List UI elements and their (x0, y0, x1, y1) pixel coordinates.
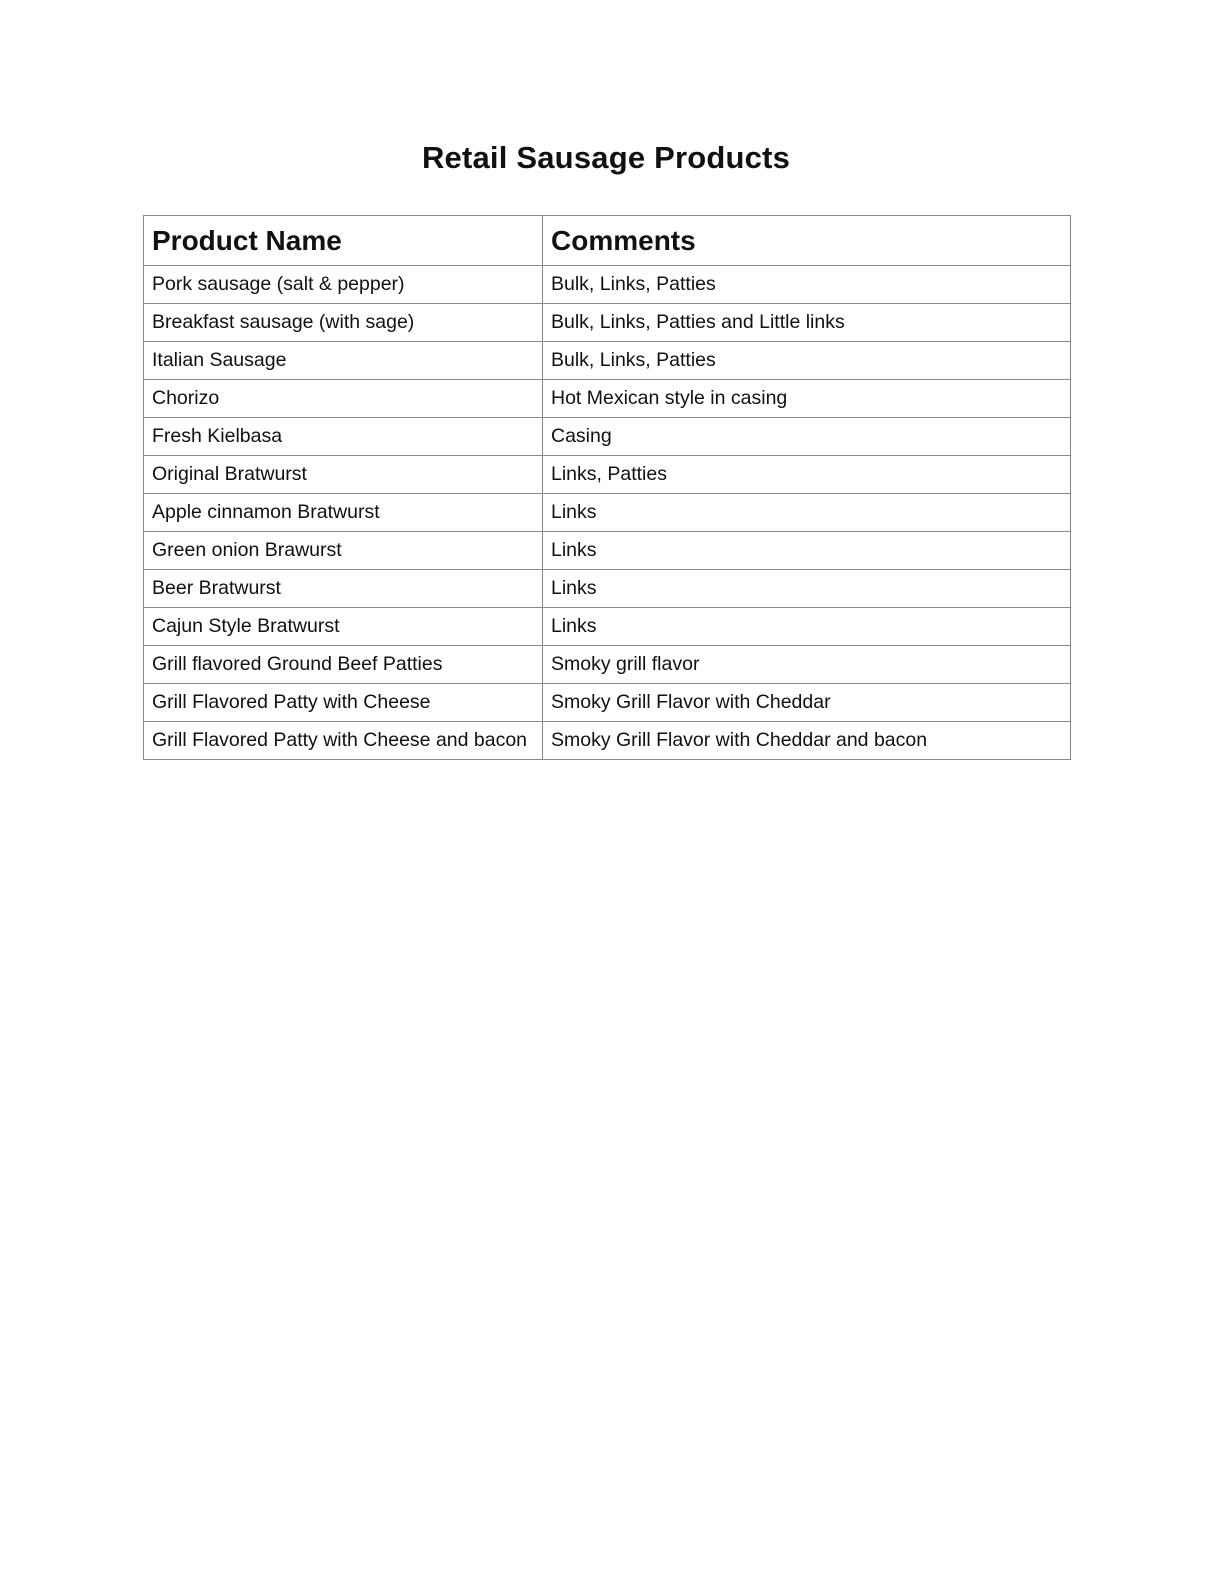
product-name-cell: Cajun Style Bratwurst (144, 608, 543, 646)
comments-cell: Bulk, Links, Patties (543, 342, 1071, 380)
products-table (143, 215, 1071, 760)
product-name-cell: Apple cinnamon Bratwurst (144, 494, 543, 532)
table-row (144, 266, 1071, 304)
comments-cell: Links (543, 532, 1071, 570)
product-name-cell: Pork sausage (salt & pepper) (144, 266, 543, 304)
product-name-cell: Grill flavored Ground Beef Patties (144, 646, 543, 684)
table-row (144, 380, 1071, 418)
table-row (144, 342, 1071, 380)
comments-cell: Smoky Grill Flavor with Cheddar and bacon (543, 722, 1071, 760)
table-header-row (144, 216, 1071, 266)
comments-cell: Casing (543, 418, 1071, 456)
table-row (144, 304, 1071, 342)
product-name-cell: Grill Flavored Patty with Cheese (144, 684, 543, 722)
product-name-cell: Fresh Kielbasa (144, 418, 543, 456)
column-header-comments: Comments (543, 216, 1071, 266)
comments-cell: Bulk, Links, Patties and Little links (543, 304, 1071, 342)
comments-cell: Smoky grill flavor (543, 646, 1071, 684)
product-name-cell: Grill Flavored Patty with Cheese and bacon (144, 722, 543, 760)
comments-cell: Hot Mexican style in casing (543, 380, 1071, 418)
table-row (144, 608, 1071, 646)
table-row (144, 722, 1071, 760)
comments-cell: Bulk, Links, Patties (543, 266, 1071, 304)
comments-cell: Links (543, 608, 1071, 646)
product-name-cell: Green onion Brawurst (144, 532, 543, 570)
comments-cell: Links (543, 570, 1071, 608)
column-header-product-name: Product Name (144, 216, 543, 266)
comments-cell: Links, Patties (543, 456, 1071, 494)
comments-cell: Links (543, 494, 1071, 532)
table-row (144, 418, 1071, 456)
page-title: Retail Sausage Products (421, 140, 791, 175)
table-row (144, 494, 1071, 532)
product-name-cell: Chorizo (144, 380, 543, 418)
product-name-cell: Breakfast sausage (with sage) (144, 304, 543, 342)
table-row (144, 684, 1071, 722)
product-name-cell: Beer Bratwurst (144, 570, 543, 608)
product-name-cell: Italian Sausage (144, 342, 543, 380)
table-row (144, 570, 1071, 608)
product-name-cell: Original Bratwurst (144, 456, 543, 494)
comments-cell: Smoky Grill Flavor with Cheddar (543, 684, 1071, 722)
table-row (144, 532, 1071, 570)
table-row (144, 456, 1071, 494)
table-row (144, 646, 1071, 684)
